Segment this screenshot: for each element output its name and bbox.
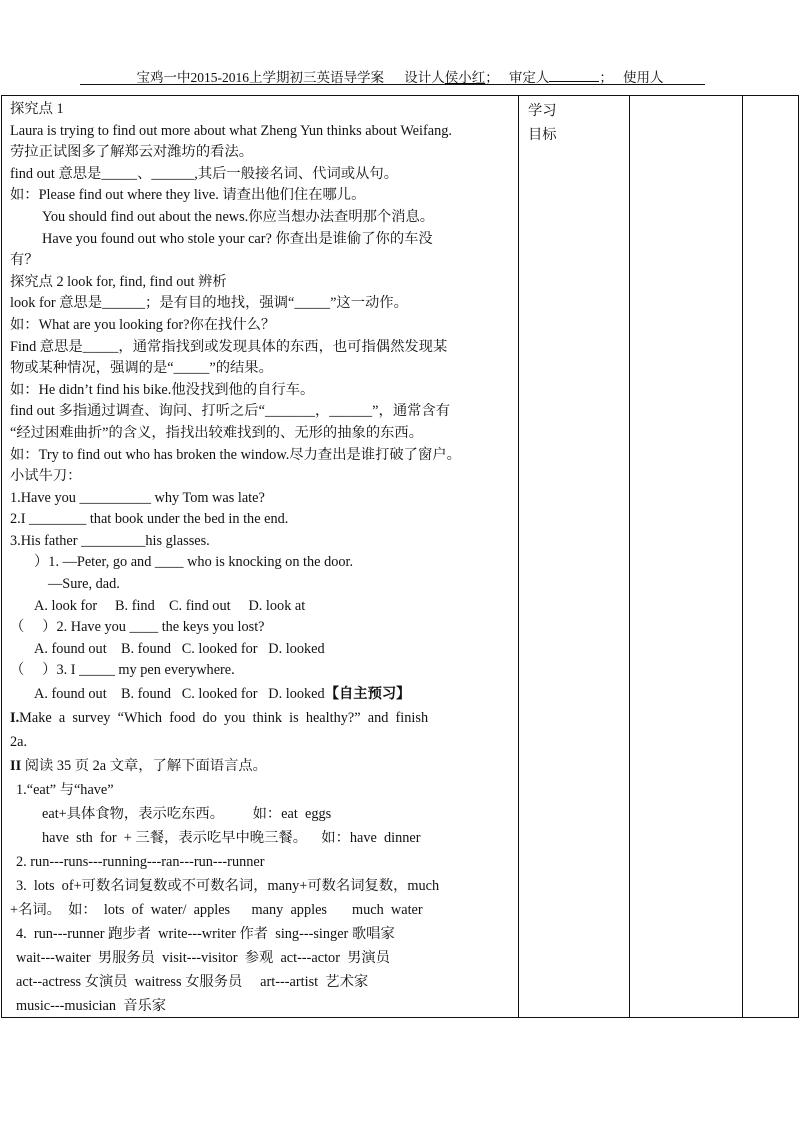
reviewer-label: 审定人 <box>508 70 550 85</box>
text-line: Have you found out who stole your car? 你查出是谁偷了你的车没 <box>42 230 433 247</box>
designer-name: 侯小红 <box>444 70 486 85</box>
language-point: 3. lots of+可数名词复数或不可数名词，many+可数名词复数，much <box>16 878 440 895</box>
page-header: 宝鸡一中2015-2016上学期初三英语导学案 设计人侯小红； 审定人 ； 使用人 <box>136 70 664 85</box>
choice-options: A. look for B. find C. find out D. look at <box>34 597 306 614</box>
text-line: 如：Try to find out who has broken the window.尽力查出是谁打破了窗户。 <box>10 446 461 463</box>
section-heading: 探究点 1 <box>10 101 64 117</box>
practice-heading: 小试牛刀： <box>10 468 82 485</box>
header-rule <box>80 84 705 85</box>
reviewer-blank <box>549 70 599 82</box>
text-line: 如：Please find out where they live. 请查出他们住在哪儿。 <box>10 187 366 204</box>
worksheet-table <box>1 95 799 1018</box>
text-line: look for 意思是______；是有目的地找，强调“_____”这一动作。 <box>10 295 408 312</box>
text-line: 有？ <box>10 252 39 269</box>
example-sentence: Laura is trying to find out more about what Zheng Yun thinks about Weifang. <box>10 122 452 139</box>
language-point: wait---waiter 男服务员 visit---visitor 参观 act---actor 男演员 <box>16 950 391 967</box>
choice-question: —Sure, dad. <box>48 576 120 593</box>
text-line: Find 意思是_____，通常指找到或发现具体的东西，也可指偶然发现某 <box>10 338 448 355</box>
task-text: 2a. <box>10 734 28 751</box>
main-content <box>10 99 512 1018</box>
task-number: I. <box>10 710 20 727</box>
choice-options <box>10 682 512 706</box>
language-point: +名词。 如： lots of water/ apples many apples much water <box>10 902 423 919</box>
objectives-label-2: 目标 <box>528 127 557 143</box>
fill-blank-question: 1.Have you __________ why Tom was late? <box>10 489 265 506</box>
task-number: II <box>10 758 22 775</box>
column-divider <box>518 96 519 1017</box>
task-text: Make a survey “Which food do you think is healthy?” and finish <box>19 710 429 727</box>
reading-task <box>10 754 512 778</box>
language-point: 4. run---runner 跑步者 write---writer 作者 sing---singer 歌唱家 <box>16 926 395 943</box>
text-line: find out 多指通过调查、询问、打听之后“_______，______”，通常含有 <box>10 403 451 420</box>
choice-question: （ ）3. I _____ my pen everywhere. <box>10 662 235 679</box>
choice-question: ）1. —Peter, go and ____ who is knocking on the door. <box>34 554 354 571</box>
column-divider <box>742 96 743 1017</box>
language-point: have sth for + 三餐，表示吃早中晚三餐。 如：have dinner <box>42 830 421 847</box>
task-text: 阅读 35 页 2a 文章，了解下面语言点。 <box>21 758 267 775</box>
column-divider <box>629 96 630 1017</box>
language-point: 1.“eat” 与“have” <box>16 782 114 799</box>
survey-task <box>10 706 512 730</box>
language-point: music---musician 音乐家 <box>16 998 167 1015</box>
language-point: eat+具体食物，表示吃东西。 如：eat eggs <box>42 806 332 823</box>
fill-blank-question: 3.His father _________his glasses. <box>10 532 210 549</box>
objectives-label-1: 学习 <box>528 103 557 119</box>
text-line: 如：What are you looking for?你在找什么？ <box>10 316 276 333</box>
choice-options: A. found out B. found C. looked for D. looked <box>34 640 325 657</box>
header-title: 宝鸡一中2015-2016上学期初三英语导学案 <box>136 70 384 85</box>
text-line: You should find out about the news.你应当想办法查明那个消息。 <box>42 208 435 225</box>
language-point: act--actress 女演员 waitress 女服务员 art---artist 艺术家 <box>16 974 369 991</box>
user-label: 使用人 <box>623 70 664 85</box>
objectives-column <box>528 99 557 147</box>
choice-question: （ ）2. Have you ____ the keys you lost? <box>10 619 265 636</box>
text-line: “经过困难曲折”的含义，指找出较难找到的、无形的抽象的东西。 <box>10 424 424 441</box>
text-line: find out 意思是_____、______,其后一般接名词、代词或从句。 <box>10 165 398 182</box>
text-line: 物或某种情况，强调的是“_____”的结果。 <box>10 360 273 377</box>
language-point: 2. run---runs---running---ran---run---runner <box>16 854 265 871</box>
translation: 劳拉正试图多了解郑云对潍坊的看法。 <box>10 144 254 161</box>
section-title: 【自主预习】 <box>324 686 411 703</box>
fill-blank-question: 2.I ________ that book under the bed in the end. <box>10 511 289 528</box>
section-heading: 探究点 2 look for, find, find out 辨析 <box>10 273 227 290</box>
designer-label: 设计人 <box>404 70 445 85</box>
text-line: 如：He didn’t find his bike.他没找到他的自行车。 <box>10 381 315 398</box>
choice-options-text: A. found out B. found C. looked for D. looked <box>34 686 325 703</box>
